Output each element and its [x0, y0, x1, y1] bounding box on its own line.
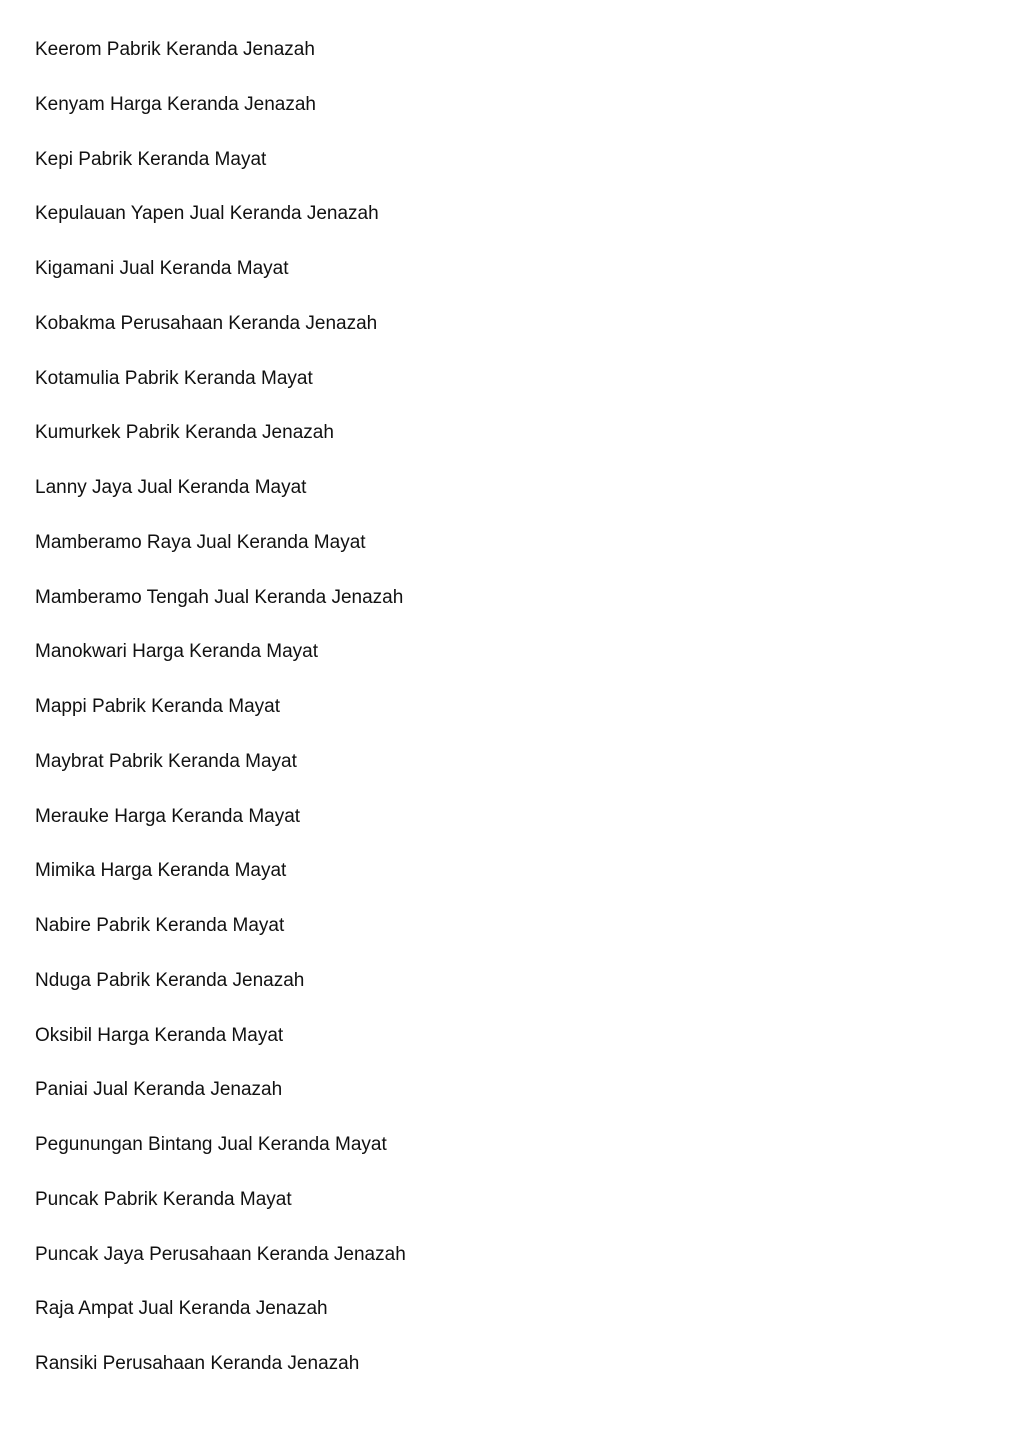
list-item: Kigamani Jual Keranda Mayat — [35, 258, 289, 279]
list-item: Nabire Pabrik Keranda Mayat — [35, 915, 285, 936]
list-item: Maybrat Pabrik Keranda Mayat — [35, 750, 297, 772]
list-item: Kobakma Perusahaan Keranda Jenazah — [35, 312, 378, 334]
list-item: Kenyam Harga Keranda Jenazah — [35, 93, 316, 115]
list-item: Ransiki Perusahaan Keranda Jenazah — [35, 1353, 360, 1374]
list-item: Nduga Pabrik Keranda Jenazah — [35, 969, 305, 991]
list-item: Puncak Jaya Perusahaan Keranda Jenazah — [35, 1243, 406, 1265]
list-item: Kepulauan Yapen Jual Keranda Jenazah — [35, 203, 379, 225]
document-page — [35, 36, 935, 1405]
list-item: Kumurkek Pabrik Keranda Jenazah — [35, 422, 334, 444]
list-item: Keerom Pabrik Keranda Jenazah — [35, 39, 315, 60]
list-item: Mappi Pabrik Keranda Mayat — [35, 696, 281, 717]
list-item: Pegunungan Bintang Jual Keranda Mayat — [35, 1134, 387, 1155]
list-item: Raja Ampat Jual Keranda Jenazah — [35, 1298, 328, 1320]
list-item: Mamberamo Tengah Jual Keranda Jenazah — [35, 586, 404, 608]
list-item: Merauke Harga Keranda Mayat — [35, 805, 301, 827]
list-item: Puncak Pabrik Keranda Mayat — [35, 1188, 292, 1210]
list-item: Kotamulia Pabrik Keranda Mayat — [35, 367, 313, 389]
list-item: Mimika Harga Keranda Mayat — [35, 860, 287, 882]
list-item: Lanny Jaya Jual Keranda Mayat — [35, 477, 307, 498]
list-item: Manokwari Harga Keranda Mayat — [35, 641, 319, 663]
list-item: Kepi Pabrik Keranda Mayat — [35, 148, 267, 170]
list-item: Mamberamo Raya Jual Keranda Mayat — [35, 531, 366, 553]
list-item: Oksibil Harga Keranda Mayat — [35, 1024, 284, 1046]
list-item: Paniai Jual Keranda Jenazah — [35, 1079, 283, 1101]
